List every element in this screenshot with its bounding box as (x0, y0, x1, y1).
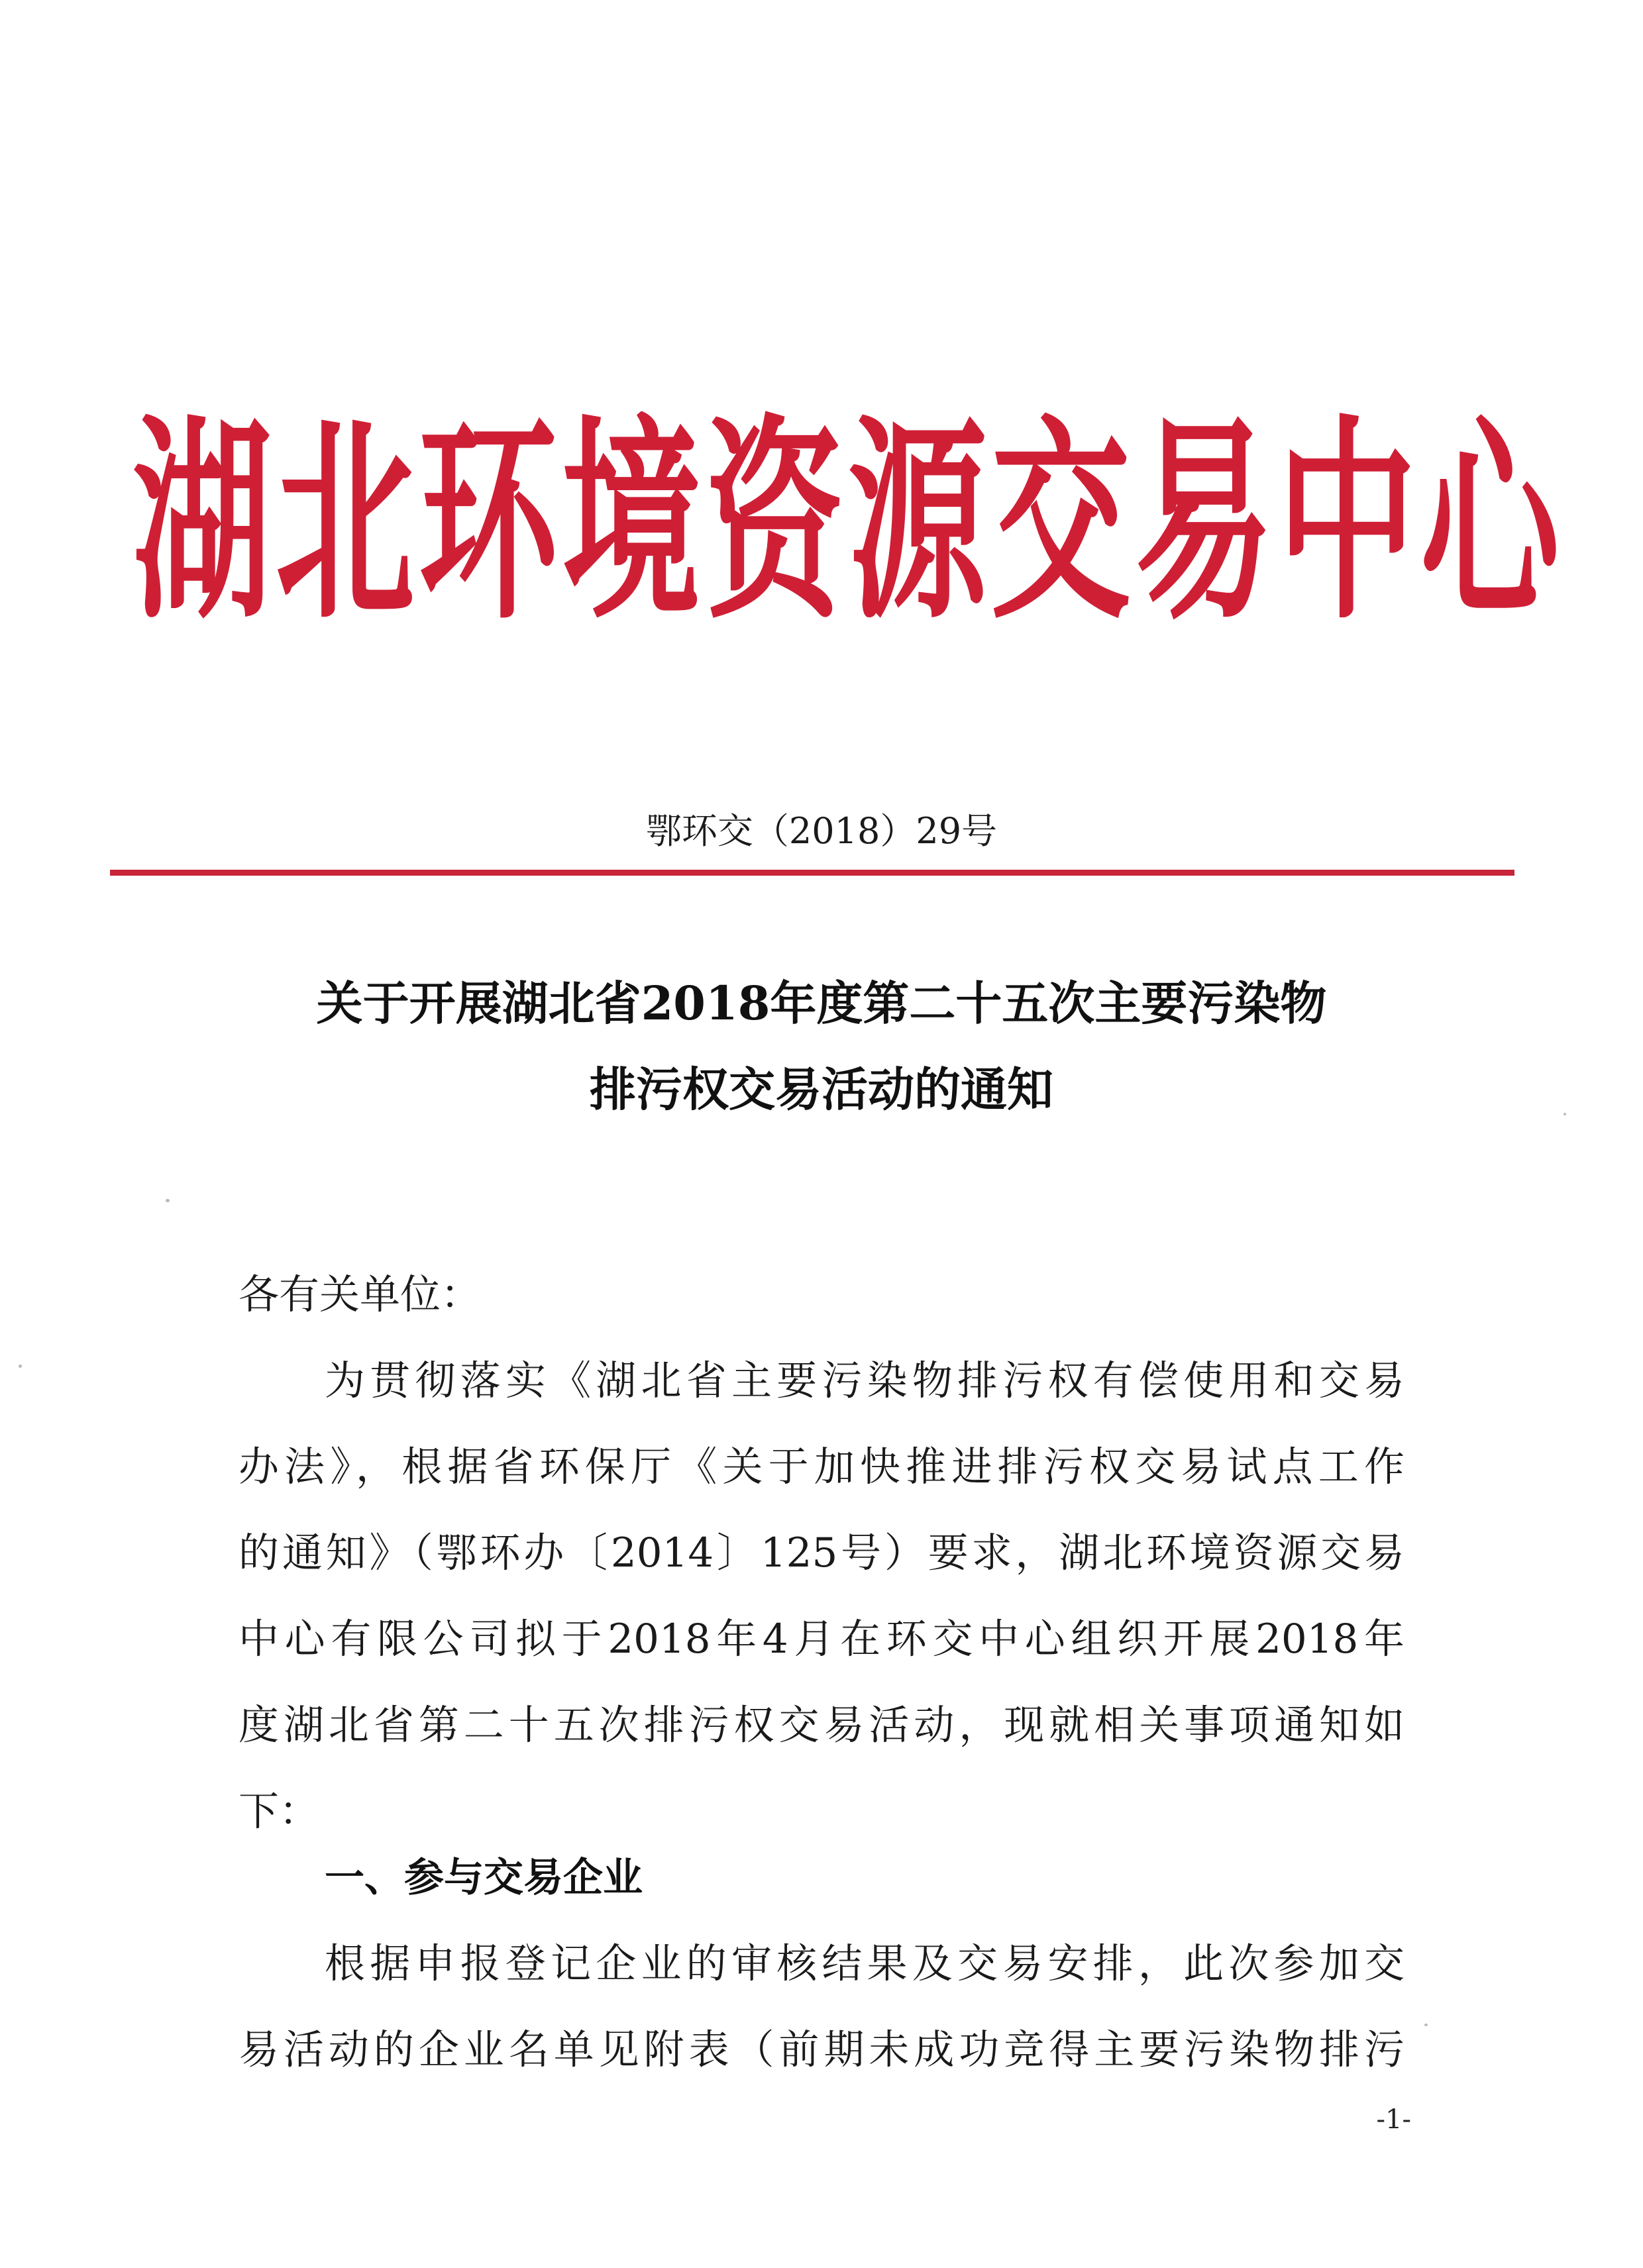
scan-speck (166, 1199, 170, 1202)
document-number: 鄂环交（2018）29号 (645, 810, 998, 852)
scan-speck (1564, 1113, 1566, 1115)
paragraph-line: 根据申报登记企业的审核结果及交易安排，此次参加交 (325, 1940, 1404, 1987)
page-number: -1- (1376, 2104, 1411, 2135)
header-divider (110, 870, 1514, 876)
organization-header: 湖北环境资源交易中心 (132, 397, 1564, 649)
paragraph-line: 的通知》（鄂环办〔2014〕125号）要求，湖北环境资源交易 (238, 1529, 1404, 1576)
section-heading: 一、参与交易企业 (325, 1855, 643, 1901)
document-title-line-2: 排污权交易活动的通知 (590, 1062, 1053, 1117)
paragraph-line: 易活动的企业名单见附表（前期未成功竞得主要污染物排污 (238, 2026, 1404, 2073)
document-title-line-1: 关于开展湖北省2018年度第二十五次主要污染物 (316, 976, 1327, 1031)
paragraph-line: 度湖北省第二十五次排污权交易活动，现就相关事项通知如 (238, 1702, 1404, 1749)
paragraph-line: 为贯彻落实《湖北省主要污染物排污权有偿使用和交易 (325, 1357, 1404, 1404)
paragraph-line: 办法》，根据省环保厅《关于加快推进排污权交易试点工作 (238, 1443, 1404, 1490)
salutation: 各有关单位： (238, 1271, 482, 1318)
scan-speck (1424, 2024, 1428, 2026)
scan-speck (19, 1365, 22, 1368)
paragraph-line: 中心有限公司拟于2018年4月在环交中心组织开展2018年 (238, 1616, 1404, 1663)
paragraph-line: 下： (238, 1788, 320, 1835)
